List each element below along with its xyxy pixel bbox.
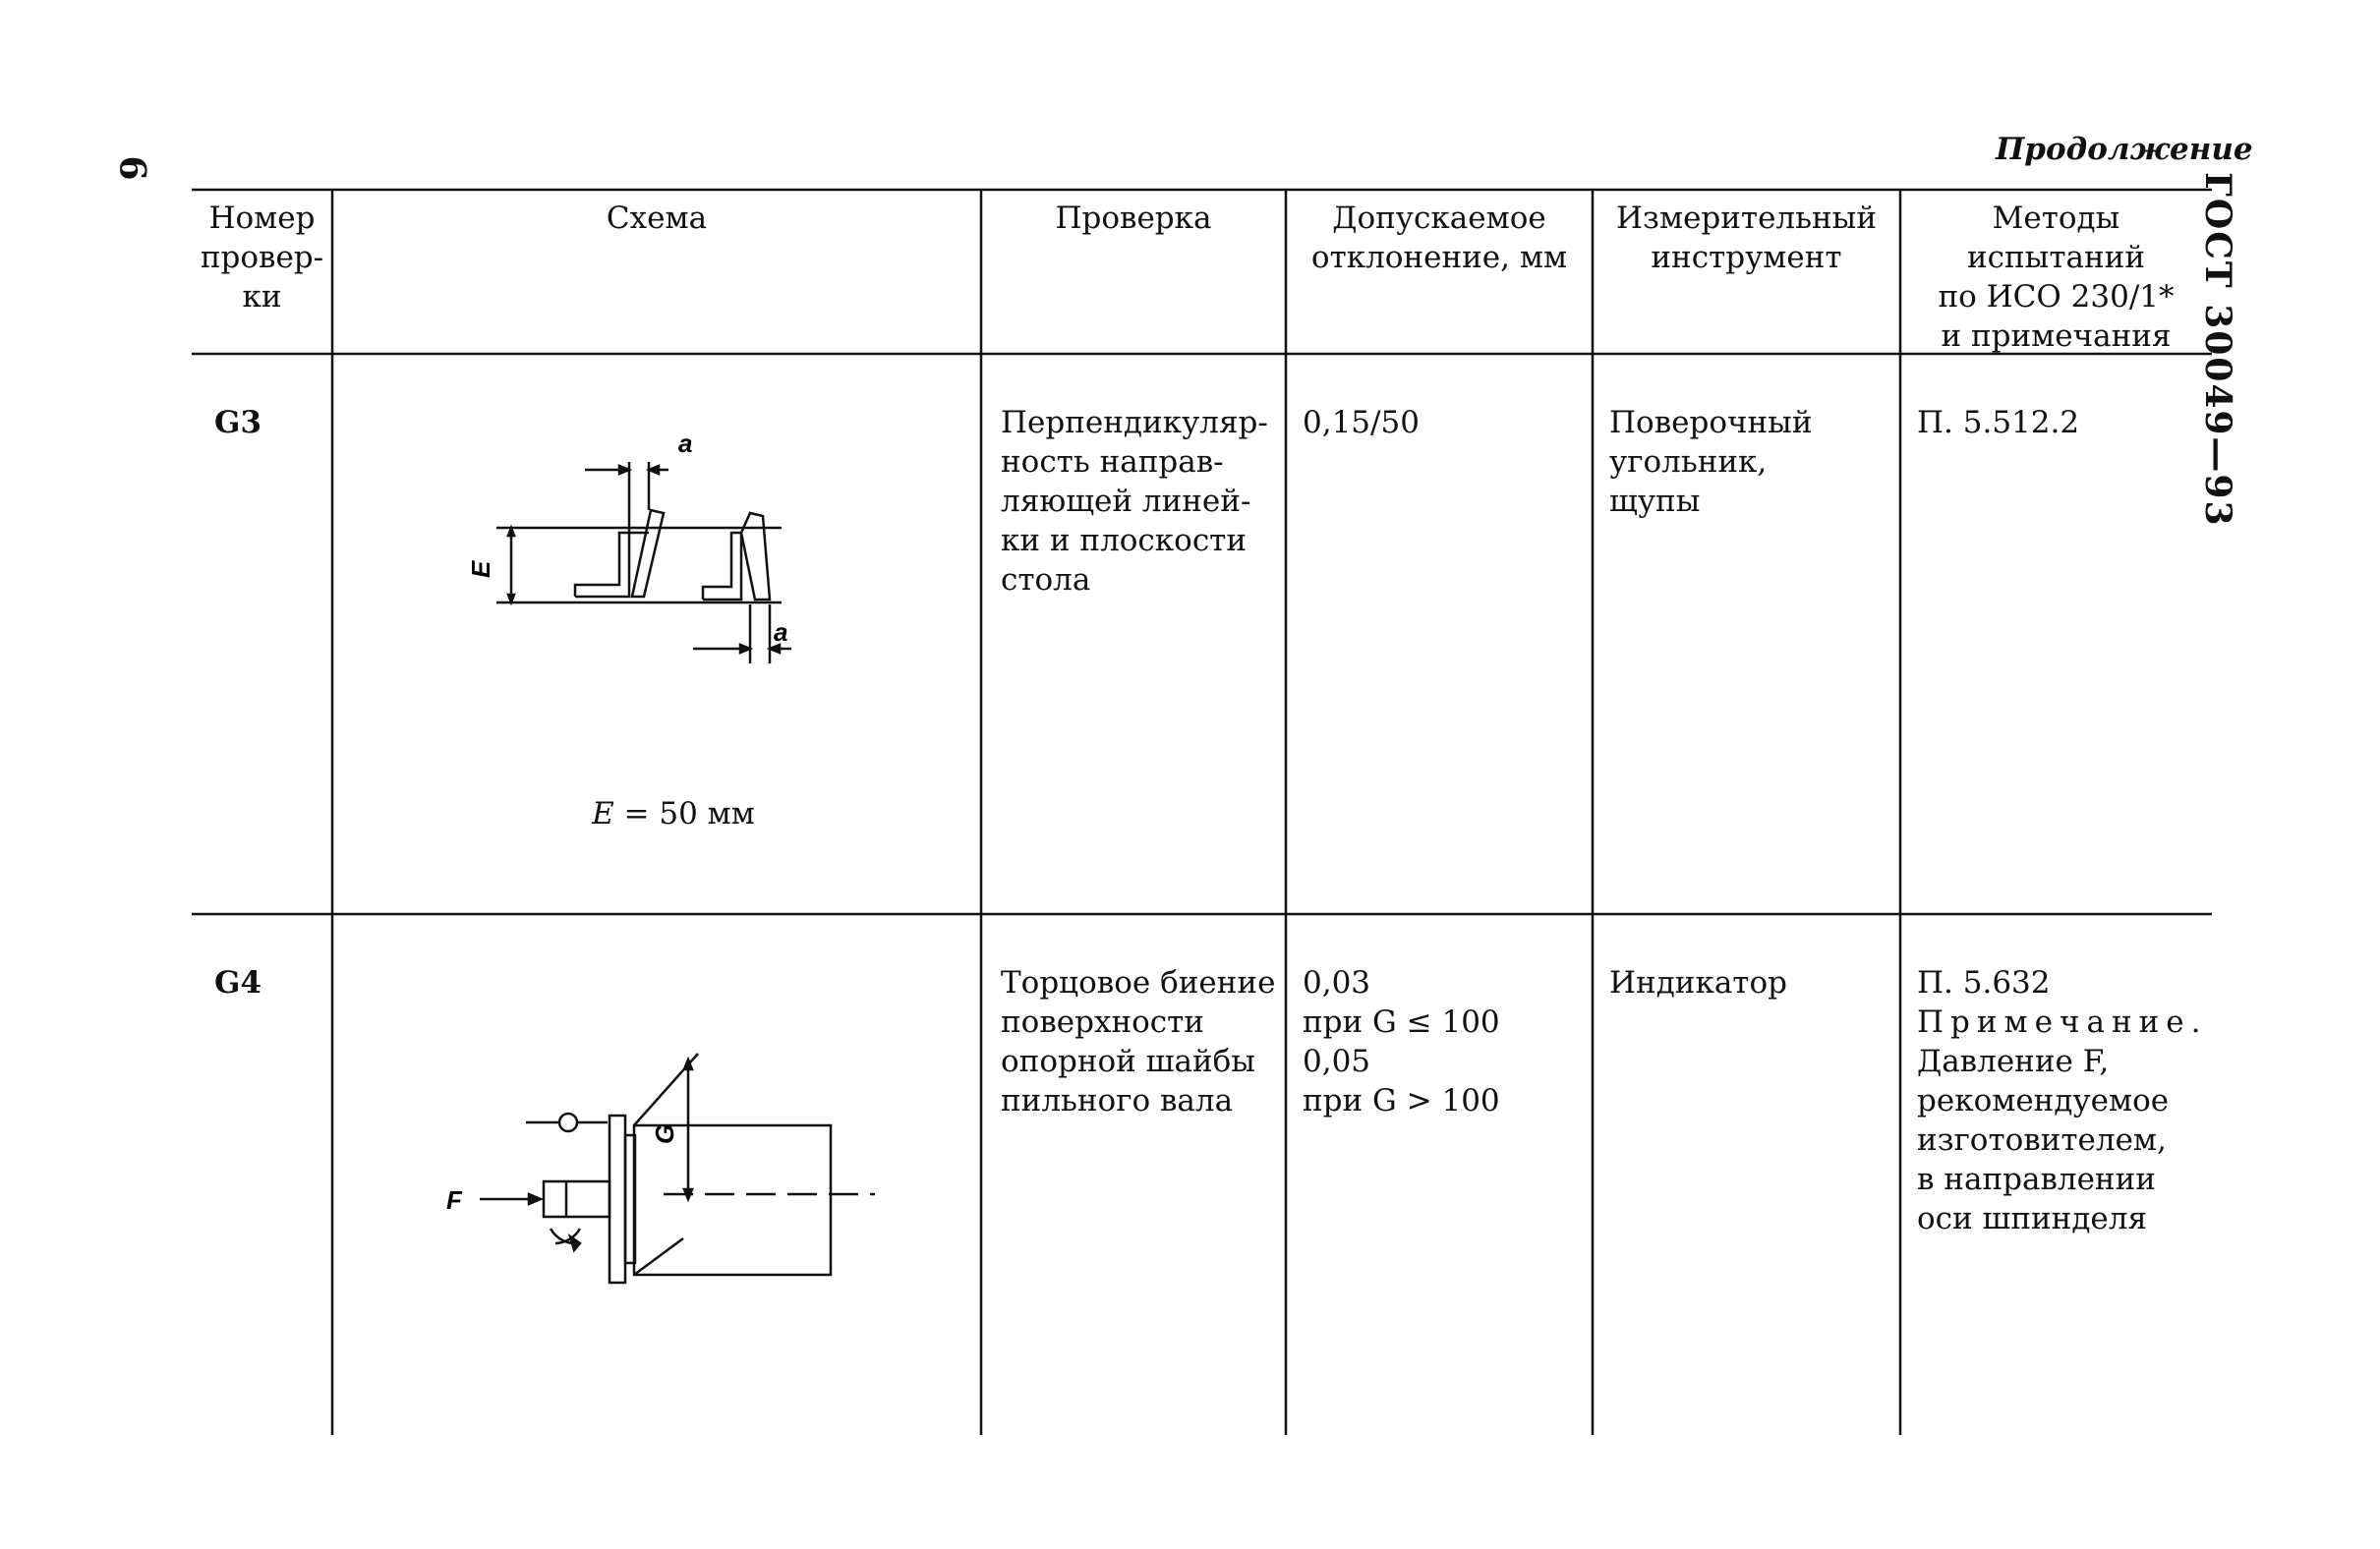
row-g4-tolerance: 0,03 при G ≤ 100 0,05 при G > 100 bbox=[1303, 965, 1500, 1119]
header-check: Проверка bbox=[1055, 201, 1212, 236]
row-g4-method: П. 5.632 Примечание. Давление F, рекомендуемое изготовителем, в направлении оси шпинделя bbox=[1917, 965, 2208, 1236]
row-g3-check: Перпендикуляр- ность направ- ляющей линей- ки и плоскости стола bbox=[1001, 405, 1268, 598]
continuation-label: Продолжение bbox=[1996, 132, 2253, 167]
row-g4-note-title: Примечание. bbox=[1917, 1004, 2208, 1040]
row-g4-scheme bbox=[433, 1042, 885, 1297]
header-tolerance: Допускаемое отклонение, мм bbox=[1310, 201, 1568, 275]
row-g3-label-e: E bbox=[466, 560, 495, 578]
row-g3-method: П. 5.512.2 bbox=[1917, 405, 2080, 440]
side-standard-label: ГОСТ 30049—93 bbox=[2197, 172, 2238, 528]
row-g3-formula: E = 50 мм bbox=[592, 796, 755, 832]
row-g3-number: G3 bbox=[214, 405, 262, 440]
row-g3-label-a-top: a bbox=[678, 429, 693, 458]
row-g3-scheme bbox=[466, 423, 806, 678]
header-scheme: Схема bbox=[606, 201, 708, 236]
row-g3-tolerance: 0,15/50 bbox=[1303, 405, 1420, 440]
row-g4-instrument: Индикатор bbox=[1609, 965, 1787, 1001]
row-g4-number: G4 bbox=[214, 965, 262, 1001]
page-number: 6 bbox=[111, 155, 153, 181]
header-number: Номер провер- ки bbox=[200, 201, 324, 315]
row-g4-label-f: F bbox=[446, 1185, 462, 1215]
row-g3-label-a-bottom: a bbox=[774, 617, 788, 647]
row-g3-instrument: Поверочный угольник, щупы bbox=[1609, 405, 1813, 519]
row-g4-label-g: G bbox=[650, 1123, 679, 1144]
row-g4-check: Торцовое биение поверхности опорной шайбы пильного вала bbox=[1001, 965, 1276, 1119]
header-method: Методы испытаний по ИСО 230/1* и примечания bbox=[1938, 201, 2175, 354]
header-instrument: Измерительный инструмент bbox=[1616, 201, 1877, 275]
